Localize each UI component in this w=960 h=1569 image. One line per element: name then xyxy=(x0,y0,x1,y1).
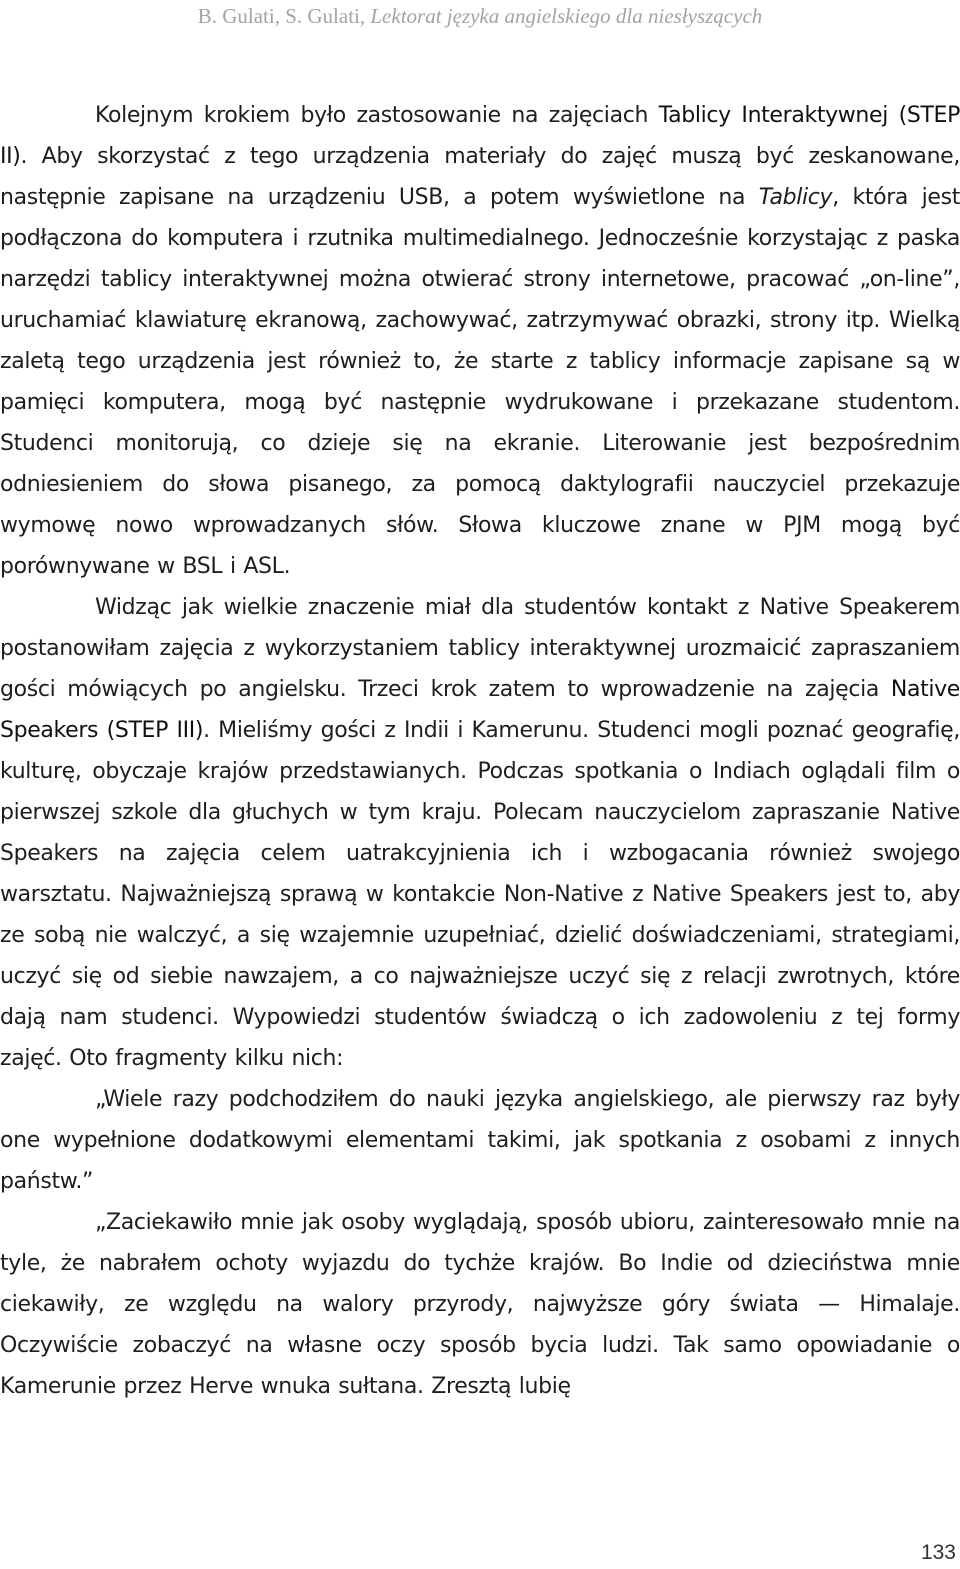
step-label: Native Speakers (STEP III) xyxy=(0,677,960,743)
emphasis-text: Tablicy xyxy=(758,185,833,210)
student-quote: „Zaciekawiło mnie jak osoby wyglądają, sposób ubioru, zainteresowało mnie na tyle, że nabrałem ochoty wyjazdu do tychże krajów. Bo Indie od dzieciństwa mnie ciekawiły, ze względu na walory przyrody, najwyższe góry świata — Himalaje. Oczywiście zobaczyć na własne oczy sposób bycia ludzi. Tak samo opowiadanie o Kamerunie przez Herve wnuka sułtana. Zresztą lubię xyxy=(0,1210,960,1399)
header-title: Lektorat języka angielskiego dla niesłyszących xyxy=(370,4,763,28)
main-text xyxy=(0,95,960,1407)
step-label: Tablicy Interaktywnej (STEP II) xyxy=(0,103,960,169)
paragraph-tablica xyxy=(0,95,960,587)
student-quote: „Wiele razy podchodziłem do nauki języka angielskiego, ale pierwszy raz były one wypełnione dodatkowymi elementami takimi, jak spotkania z osobami z innych państw.” xyxy=(0,1087,960,1194)
paragraph-text: Kolejnym krokiem było zastosowanie na zajęciach xyxy=(95,103,659,128)
paragraph-text: , która jest podłączona do komputera i rzutnika multimedialnego. Jednocześnie korzystając z paska narzędzi tablicy interaktywnej można otwierać strony internetowe, pracować „on-line”, uruchamiać klawiaturę ekranową, zachowywać, zatrzymywać obrazki, strony itp. Wielką zaletą tego urządzenia jest również to, że starte z tablicy informacje zapisane są w pamięci komputera, mogą być następnie wydrukowane i przekazane studentom. Studenci monitorują, co dzieje się na ekranie. Literowanie jest bezpośrednim odniesieniem do słowa pisanego, za pomocą daktylografii nauczyciel przekazuje wymowę nowo wprowadzanych słów. Słowa kluczowe znane w PJM mogą być porównywane w BSL i ASL. xyxy=(0,185,960,579)
paragraph-text: . Aby skorzystać z tego urządzenia materiały do zajęć muszą być zeskanowane, następnie zapisane na urządzeniu USB, a potem wyświetlone na xyxy=(0,144,960,210)
paragraph-text: Widząc jak wielkie znaczenie miał dla studentów kontakt z Native Speakerem postanowiłam zajęcia z wykorzystaniem tablicy interaktywnej urozmaicić zapraszaniem gości mówiących po angielsku. Trzeci krok zatem to wprowadzenie na zajęcia xyxy=(0,595,960,702)
running-header xyxy=(0,2,960,30)
page-number: 133 xyxy=(920,1541,956,1564)
header-authors: B. Gulati, S. Gulati, xyxy=(197,4,371,28)
paragraph-text: . Mieliśmy gości z Indii i Kamerunu. Studenci mogli poznać geografię, kulturę, obyczaje krajów przedstawianych. Podczas spotkania o Indiach oglądali film o pierwszej szkole dla głuchych w tym kraju. Polecam nauczycielom zapraszanie Native Speakers na zajęcia celem uatrakcyjnienia ich i wzbogacania również swojego warsztatu. Najważniejszą sprawą w kontakcie Non-Native z Native Speakers jest to, aby ze sobą nie walczyć, a się wzajemnie uzupełniać, dzielić doświadczeniami, strategiami, uczyć się od siebie nawzajem, a co najważniejsze uczyć się z relacji zwrotnych, które dają nam studenci. Wypowiedzi studentów świadczą o ich zadowoleniu z tej formy zajęć. Oto fragmenty kilku nich: xyxy=(0,718,960,1071)
paragraph-native-speakers xyxy=(0,587,960,1079)
